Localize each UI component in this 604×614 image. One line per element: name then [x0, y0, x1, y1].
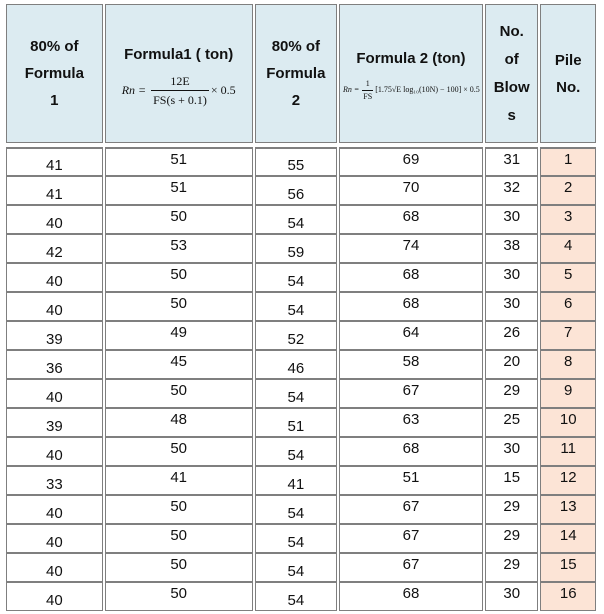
header-pile-number[interactable] — [540, 4, 596, 143]
cell-value: 50 — [170, 266, 188, 283]
cell-value: 67 — [402, 527, 420, 544]
header-text-line: Formula — [24, 65, 84, 82]
table-row — [6, 176, 596, 205]
cell-formula-2[interactable] — [339, 582, 483, 611]
cell-number-of-blows[interactable] — [485, 176, 538, 205]
cell-value: 68 — [402, 266, 420, 283]
cell-80-formula-2[interactable] — [255, 495, 337, 524]
cell-80-formula-1[interactable] — [6, 466, 103, 495]
cell-value: 38 — [503, 237, 521, 254]
cell-value: 40 — [45, 447, 63, 464]
cell-value: 1 — [564, 151, 573, 168]
cell-formula-1[interactable] — [105, 437, 253, 466]
header-title: Formula 2 (ton) — [356, 49, 466, 67]
cell-value: 29 — [503, 498, 521, 515]
cell-formula-1[interactable] — [105, 582, 253, 611]
cell-value: 70 — [402, 179, 420, 196]
cell-number-of-blows[interactable] — [485, 524, 538, 553]
cell-value: 67 — [402, 556, 420, 573]
cell-value: 40 — [45, 505, 63, 522]
table-row — [6, 147, 596, 176]
header-number-of-blows[interactable] — [485, 4, 538, 143]
formula-fraction — [151, 74, 209, 107]
table-row — [6, 263, 596, 292]
cell-80-formula-2[interactable] — [255, 582, 337, 611]
cell-value: 29 — [503, 527, 521, 544]
cell-value: 48 — [170, 411, 188, 428]
header-text-line: s — [507, 106, 516, 124]
cell-value: 50 — [170, 440, 188, 457]
cell-value: 30 — [503, 266, 521, 283]
header-text-line: No. — [556, 78, 581, 96]
header-text-line: 2 — [291, 92, 301, 109]
cell-pile-number[interactable] — [540, 350, 596, 379]
header-formula-2[interactable] — [339, 4, 483, 143]
cell-formula-1[interactable] — [105, 524, 253, 553]
cell-value: 10 — [559, 411, 577, 428]
cell-value: 68 — [402, 440, 420, 457]
cell-80-formula-1[interactable] — [6, 176, 103, 205]
cell-value: 2 — [564, 179, 573, 196]
formula-denominator: FS(s + 0.1) — [151, 90, 209, 107]
table-row — [6, 379, 596, 408]
cell-value: 14 — [559, 527, 577, 544]
cell-80-formula-2[interactable] — [255, 524, 337, 553]
cell-value: 33 — [45, 476, 63, 493]
cell-value: 5 — [564, 266, 573, 283]
cell-formula-1[interactable] — [105, 495, 253, 524]
formula-1-expression — [106, 74, 252, 107]
cell-80-formula-2[interactable] — [255, 408, 337, 437]
cell-pile-number[interactable] — [540, 466, 596, 495]
cell-number-of-blows[interactable] — [485, 379, 538, 408]
cell-value: 30 — [503, 440, 521, 457]
cell-value: 50 — [170, 556, 188, 573]
cell-value: 54 — [287, 505, 305, 522]
cell-formula-2[interactable] — [339, 466, 483, 495]
cell-value: 68 — [402, 208, 420, 225]
header-80-formula-2[interactable] — [255, 4, 337, 143]
cell-value: 50 — [170, 208, 188, 225]
cell-value: 54 — [287, 215, 305, 232]
cell-80-formula-2[interactable] — [255, 234, 337, 263]
cell-value: 53 — [170, 237, 188, 254]
header-text-line: of — [504, 50, 519, 68]
cell-formula-2[interactable] — [339, 292, 483, 321]
cell-formula-1[interactable] — [105, 292, 253, 321]
cell-value: 8 — [564, 353, 573, 370]
cell-80-formula-1[interactable] — [6, 292, 103, 321]
cell-value: 39 — [45, 418, 63, 435]
cell-value: 30 — [503, 208, 521, 225]
cell-value: 12 — [559, 469, 577, 486]
cell-formula-1[interactable] — [105, 466, 253, 495]
cell-value: 40 — [45, 563, 63, 580]
header-formula-1[interactable] — [105, 4, 253, 143]
cell-number-of-blows[interactable] — [485, 205, 538, 234]
cell-value: 50 — [170, 498, 188, 515]
cell-number-of-blows[interactable] — [485, 466, 538, 495]
cell-value: 54 — [287, 592, 305, 609]
cell-formula-1[interactable] — [105, 350, 253, 379]
cell-value: 20 — [503, 353, 521, 370]
cell-formula-1[interactable] — [105, 176, 253, 205]
cell-formula-2[interactable] — [339, 524, 483, 553]
header-80-formula-1[interactable] — [6, 4, 103, 143]
cell-80-formula-2[interactable] — [255, 176, 337, 205]
cell-number-of-blows[interactable] — [485, 292, 538, 321]
cell-value: 51 — [402, 469, 420, 486]
cell-value: 40 — [45, 534, 63, 551]
cell-formula-2[interactable] — [339, 234, 483, 263]
table-body — [6, 147, 596, 611]
cell-formula-2[interactable] — [339, 408, 483, 437]
cell-pile-number[interactable] — [540, 408, 596, 437]
cell-value: 45 — [170, 353, 188, 370]
pile-capacity-table — [4, 4, 598, 611]
cell-value: 40 — [45, 302, 63, 319]
cell-value: 30 — [503, 295, 521, 312]
cell-value: 67 — [402, 382, 420, 399]
formula-2-expression — [340, 78, 482, 103]
cell-pile-number[interactable] — [540, 437, 596, 466]
cell-80-formula-2[interactable] — [255, 292, 337, 321]
header-text-line: 80% of — [30, 38, 79, 55]
header-text-line: 1 — [50, 92, 59, 109]
cell-value: 46 — [287, 360, 305, 377]
cell-value: 15 — [503, 469, 521, 486]
cell-80-formula-1[interactable] — [6, 379, 103, 408]
cell-formula-2[interactable] — [339, 205, 483, 234]
cell-value: 64 — [402, 324, 420, 341]
cell-80-formula-2[interactable] — [255, 205, 337, 234]
cell-pile-number[interactable] — [540, 524, 596, 553]
table-row — [6, 524, 596, 553]
cell-value: 40 — [45, 273, 63, 290]
cell-value: 11 — [560, 440, 576, 457]
cell-value: 40 — [45, 389, 63, 406]
cell-value: 52 — [287, 331, 305, 348]
cell-value: 6 — [564, 295, 573, 312]
cell-value: 30 — [503, 585, 521, 602]
formula-numerator: 12E — [170, 73, 190, 88]
cell-value: 40 — [45, 592, 63, 609]
cell-80-formula-1[interactable] — [6, 350, 103, 379]
cell-value: 54 — [287, 389, 305, 406]
cell-value: 51 — [170, 179, 188, 196]
cell-formula-2[interactable] — [339, 495, 483, 524]
cell-value: 49 — [170, 324, 188, 341]
formula-denominator: FS — [363, 91, 373, 101]
table-row — [6, 582, 596, 611]
cell-value: 41 — [287, 476, 305, 493]
cell-formula-2[interactable] — [339, 379, 483, 408]
header-title: Formula1 ( ton) — [124, 45, 234, 63]
cell-value: 51 — [287, 418, 305, 435]
cell-value: 54 — [287, 273, 305, 290]
formula-tail: [1.75√E log₁₀(10N) − 100] × 0.5 — [375, 85, 480, 94]
cell-value: 41 — [45, 157, 63, 174]
cell-value: 15 — [559, 556, 577, 573]
cell-number-of-blows[interactable] — [485, 553, 538, 582]
cell-value: 69 — [402, 151, 420, 168]
cell-80-formula-1[interactable] — [6, 553, 103, 582]
cell-value: 40 — [45, 215, 63, 232]
table-row — [6, 234, 596, 263]
cell-80-formula-1[interactable] — [6, 234, 103, 263]
cell-pile-number[interactable] — [540, 292, 596, 321]
cell-value: 67 — [402, 498, 420, 515]
cell-80-formula-1[interactable] — [6, 263, 103, 292]
table-row — [6, 437, 596, 466]
cell-number-of-blows[interactable] — [485, 582, 538, 611]
cell-number-of-blows[interactable] — [485, 408, 538, 437]
formula-lhs: Rn = — [121, 83, 147, 97]
cell-pile-number[interactable] — [540, 495, 596, 524]
cell-value: 51 — [170, 151, 188, 168]
table-row — [6, 466, 596, 495]
cell-value: 36 — [45, 360, 63, 377]
header-text-line: Blow — [493, 78, 530, 96]
cell-80-formula-1[interactable] — [6, 408, 103, 437]
cell-value: 56 — [287, 186, 305, 203]
cell-80-formula-1[interactable] — [6, 321, 103, 350]
table-row — [6, 292, 596, 321]
cell-formula-1[interactable] — [105, 379, 253, 408]
table-row — [6, 321, 596, 350]
cell-formula-1[interactable] — [105, 321, 253, 350]
cell-formula-1[interactable] — [105, 147, 253, 176]
cell-value: 41 — [45, 186, 63, 203]
cell-formula-2[interactable] — [339, 321, 483, 350]
cell-number-of-blows[interactable] — [485, 350, 538, 379]
cell-number-of-blows[interactable] — [485, 147, 538, 176]
header-text-line: 80% of — [271, 38, 321, 55]
cell-80-formula-1[interactable] — [6, 495, 103, 524]
cell-formula-2[interactable] — [339, 263, 483, 292]
cell-value: 54 — [287, 302, 305, 319]
cell-value: 68 — [402, 585, 420, 602]
cell-pile-number[interactable] — [540, 582, 596, 611]
cell-number-of-blows[interactable] — [485, 437, 538, 466]
cell-80-formula-2[interactable] — [255, 147, 337, 176]
cell-formula-2[interactable] — [339, 437, 483, 466]
table-row — [6, 205, 596, 234]
cell-value: 54 — [287, 447, 305, 464]
cell-formula-1[interactable] — [105, 205, 253, 234]
header-text-line: No. — [499, 22, 524, 40]
cell-value: 59 — [287, 244, 305, 261]
cell-number-of-blows[interactable] — [485, 495, 538, 524]
header-text-line: Pile — [554, 51, 582, 69]
cell-number-of-blows[interactable] — [485, 263, 538, 292]
header-row — [6, 4, 596, 143]
cell-80-formula-1[interactable] — [6, 205, 103, 234]
cell-value: 74 — [402, 237, 420, 254]
cell-value: 9 — [564, 382, 573, 399]
cell-value: 32 — [503, 179, 521, 196]
cell-value: 50 — [170, 295, 188, 312]
cell-80-formula-2[interactable] — [255, 553, 337, 582]
table-row — [6, 350, 596, 379]
cell-80-formula-2[interactable] — [255, 350, 337, 379]
cell-pile-number[interactable] — [540, 553, 596, 582]
formula-fraction — [362, 78, 373, 103]
cell-pile-number[interactable] — [540, 263, 596, 292]
cell-pile-number[interactable] — [540, 176, 596, 205]
cell-value: 26 — [503, 324, 521, 341]
cell-formula-2[interactable] — [339, 553, 483, 582]
cell-pile-number[interactable] — [540, 205, 596, 234]
cell-value: 16 — [559, 585, 577, 602]
cell-80-formula-2[interactable] — [255, 379, 337, 408]
cell-formula-2[interactable] — [339, 147, 483, 176]
cell-value: 63 — [402, 411, 420, 428]
cell-formula-2[interactable] — [339, 350, 483, 379]
cell-value: 55 — [287, 157, 305, 174]
cell-number-of-blows[interactable] — [485, 234, 538, 263]
cell-value: 13 — [559, 498, 577, 515]
cell-80-formula-2[interactable] — [255, 437, 337, 466]
cell-80-formula-1[interactable] — [6, 147, 103, 176]
cell-formula-2[interactable] — [339, 176, 483, 205]
header-text-line: Formula — [266, 65, 326, 82]
cell-value: 41 — [170, 469, 188, 486]
cell-formula-1[interactable] — [105, 263, 253, 292]
cell-80-formula-1[interactable] — [6, 437, 103, 466]
cell-value: 42 — [45, 244, 63, 261]
cell-80-formula-2[interactable] — [255, 321, 337, 350]
cell-value: 50 — [170, 382, 188, 399]
cell-pile-number[interactable] — [540, 234, 596, 263]
cell-value: 50 — [170, 585, 188, 602]
cell-value: 29 — [503, 382, 521, 399]
table-row — [6, 553, 596, 582]
formula-lhs: Rn = — [343, 85, 360, 94]
cell-80-formula-1[interactable] — [6, 582, 103, 611]
cell-value: 25 — [503, 411, 521, 428]
cell-value: 50 — [170, 527, 188, 544]
cell-value: 29 — [503, 556, 521, 573]
cell-number-of-blows[interactable] — [485, 321, 538, 350]
cell-formula-1[interactable] — [105, 408, 253, 437]
cell-value: 31 — [503, 151, 521, 168]
pile-capacity-sheet — [4, 4, 598, 614]
cell-value: 54 — [287, 563, 305, 580]
cell-value: 58 — [402, 353, 420, 370]
cell-value: 54 — [287, 534, 305, 551]
cell-pile-number[interactable] — [540, 321, 596, 350]
cell-value: 7 — [564, 324, 573, 341]
cell-80-formula-1[interactable] — [6, 524, 103, 553]
formula-numerator: 1 — [365, 78, 370, 88]
cell-formula-1[interactable] — [105, 234, 253, 263]
cell-formula-1[interactable] — [105, 553, 253, 582]
table-row — [6, 408, 596, 437]
cell-value: 68 — [402, 295, 420, 312]
cell-value: 39 — [45, 331, 63, 348]
cell-value: 4 — [564, 237, 573, 254]
cell-80-formula-2[interactable] — [255, 466, 337, 495]
table-row — [6, 495, 596, 524]
cell-pile-number[interactable] — [540, 379, 596, 408]
cell-80-formula-2[interactable] — [255, 263, 337, 292]
formula-tail: × 0.5 — [210, 83, 236, 97]
cell-pile-number[interactable] — [540, 147, 596, 176]
cell-value: 3 — [564, 208, 573, 225]
